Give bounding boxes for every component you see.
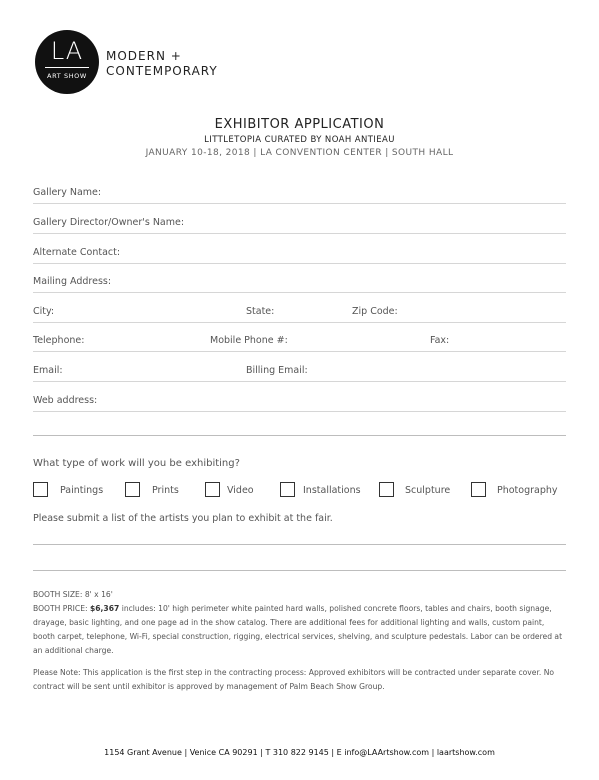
page-title: EXHIBITOR APPLICATION (214, 117, 385, 132)
web-address-field[interactable] (33, 395, 566, 412)
logo-divider (45, 67, 89, 68)
mailing-address-field[interactable] (33, 276, 566, 293)
booth-price-text: includes: 10' high perimeter white painted hard walls, polished concrete floors, tables and chairs, booth signage, drayage, basic lighting, and one page ad in the show catalog. There are additional fees for additional lighting and walls, custom paint, booth carpet, telephone, Wi-Fi, special construction, rigging, electrical services, shelving, and sculpture pedestals. Labor can be ordered at an additional charge. (33, 604, 563, 655)
artists-list-prompt: Please submit a list of the artists you plan to exhibit at the fair. (33, 513, 333, 524)
booth-price-label: BOOTH PRICE: (33, 604, 88, 613)
alternate-contact-label: Alternate Contact: (33, 247, 121, 258)
checkbox-square[interactable] (471, 482, 486, 497)
email-row[interactable] (33, 365, 566, 382)
brand-line-1: MODERN + (106, 49, 182, 63)
work-type-question: What type of work will you be exhibiting? (33, 458, 240, 469)
booth-info (33, 588, 563, 658)
booth-price (33, 602, 563, 658)
gallery-name-label: Gallery Name: (33, 187, 102, 198)
sculpture-label: Sculpture (405, 485, 451, 496)
director-name-field[interactable] (33, 217, 566, 234)
checkbox-square[interactable] (379, 482, 394, 497)
web-address-label: Web address: (33, 395, 98, 406)
checkbox-square[interactable] (280, 482, 295, 497)
checkbox-square[interactable] (205, 482, 220, 497)
phone-row[interactable] (33, 335, 566, 352)
mailing-address-label: Mailing Address: (33, 276, 112, 287)
event-dates: JANUARY 10-18, 2018 | LA CONVENTION CENTER | SOUTH HALL (145, 148, 454, 158)
booth-price-value: $6,367 (89, 604, 120, 613)
installations-label: Installations (303, 485, 361, 496)
artists-entry-line-2[interactable] (33, 570, 566, 571)
checkbox-square[interactable] (33, 482, 48, 497)
photography-label: Photography (497, 485, 558, 496)
gallery-name-field[interactable] (33, 187, 566, 204)
video-label: Video (227, 485, 254, 496)
brand-line-2: CONTEMPORARY (106, 64, 218, 78)
logo-subtext: ART SHOW (47, 72, 87, 80)
artists-entry-line[interactable] (33, 544, 566, 545)
zip-code-label: Zip Code: (352, 306, 398, 317)
email-label: Email: (33, 365, 63, 376)
la-art-show-logo (35, 30, 99, 94)
city-state-zip-row[interactable] (33, 306, 566, 323)
state-label: State: (246, 306, 275, 317)
checkbox-square[interactable] (125, 482, 140, 497)
city-label: City: (33, 306, 55, 317)
footer-contact: 1154 Grant Avenue | Venice CA 90291 | T 310 822 9145 | E info@LAArtshow.com | laartshow.com (104, 748, 495, 757)
fax-label: Fax: (430, 335, 450, 346)
alternate-contact-field[interactable] (33, 247, 566, 264)
telephone-label: Telephone: (33, 335, 85, 346)
prints-label: Prints (152, 485, 179, 496)
paintings-label: Paintings (60, 485, 104, 496)
contract-note: Please Note: This application is the first step in the contracting process: Approved exhibitors will be contracted under separate cover. No contract will be sent until exhibitor is approved by management of Palm Beach Show Group. (33, 668, 555, 691)
page-subtitle: LITTLETOPIA CURATED BY NOAH ANTIEAU (204, 135, 395, 145)
brand-wordmark (106, 49, 218, 79)
director-name-label: Gallery Director/Owner's Name: (33, 217, 185, 228)
logo-mark: LA (50, 37, 84, 65)
blank-entry-line[interactable] (33, 435, 566, 436)
billing-email-label: Billing Email: (246, 365, 308, 376)
mobile-phone-label: Mobile Phone #: (210, 335, 288, 346)
booth-size: BOOTH SIZE: 8' x 16' (33, 590, 113, 599)
